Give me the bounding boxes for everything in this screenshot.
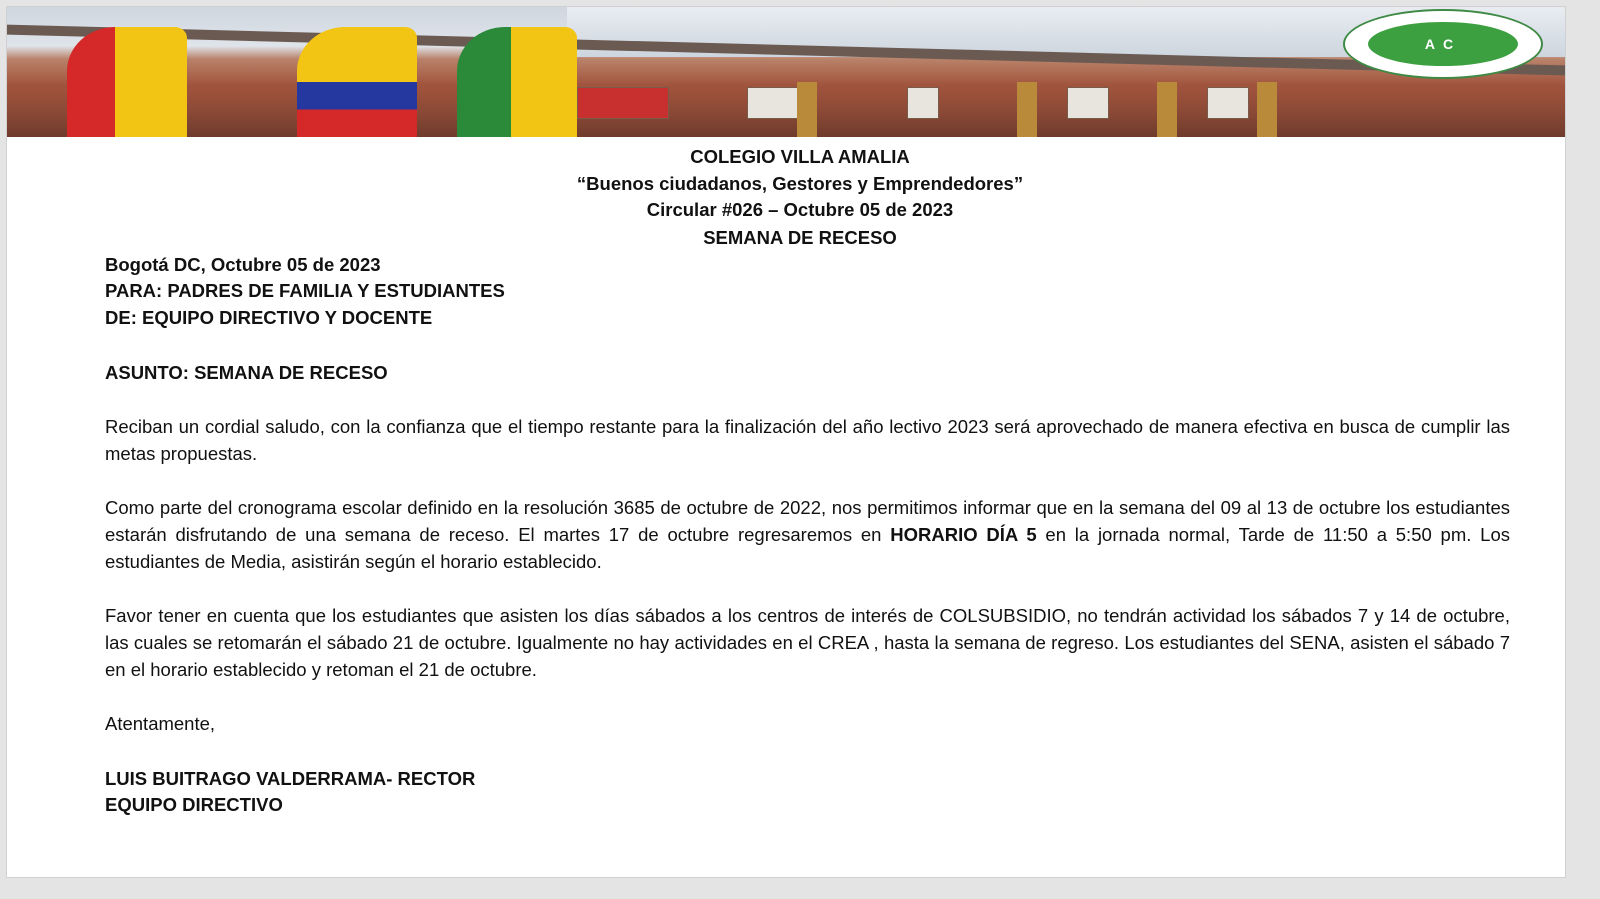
paragraph-greeting: Reciban un cordial saludo, con la confianza que el tiempo restante para la finalización del año lectivo 2023 será aprovechado de manera efectiva en busca de cumplir las metas propuestas. bbox=[105, 416, 1510, 464]
schedule-text-end: en la jornada normal, Tarde de 11:50 a 5:50 pm. Los estudiantes de Media, asistirán según el horario establecido. bbox=[105, 524, 1510, 572]
logo-emblem bbox=[1368, 22, 1518, 66]
closing: Atentamente, bbox=[105, 713, 216, 734]
document-title: SEMANA DE RECESO bbox=[703, 227, 897, 248]
sender: DE: EQUIPO DIRECTIVO Y DOCENTE bbox=[105, 307, 433, 328]
paragraph-schedule bbox=[105, 494, 1510, 575]
schedule-highlight: HORARIO DÍA 5 bbox=[890, 524, 1037, 545]
schedule-text: Como parte del cronograma escolar definido en la resolución 3685 de octubre de 2022, nos permitimos informar que en la semana del 09 al 13 de octubre los estudiantes estarán disfrutando de una semana de receso. El martes 17 de octubre regresaremos en bbox=[105, 497, 1510, 545]
recipients: PARA: PADRES DE FAMILIA Y ESTUDIANTES bbox=[105, 280, 505, 301]
school-name: COLEGIO VILLA AMALIA bbox=[690, 146, 910, 167]
signature-name: LUIS BUITRAGO VALDERRAMA- RECTOR bbox=[105, 768, 476, 789]
signature-team: EQUIPO DIRECTIVO bbox=[105, 794, 283, 815]
header-banner-image bbox=[7, 7, 1565, 137]
school-motto: “Buenos ciudadanos, Gestores y Emprendedores” bbox=[576, 173, 1024, 194]
paragraph-saturday: Favor tener en cuenta que los estudiantes que asisten los días sábados a los centros de interés de COLSUBSIDIO, no tendrán actividad los sábados 7 y 14 de octubre, las cuales se retomarán el sábado 21 de octubre. Igualmente no hay actividades en el CREA , hasta la semana de regreso. Los estudiantes del SENA, asisten el sábado 7 en el horario establecido y retoman el 21 de octubre. bbox=[105, 605, 1510, 680]
circular-number: Circular #026 – Octubre 05 de 2023 bbox=[646, 199, 954, 220]
subject: ASUNTO: SEMANA DE RECESO bbox=[105, 362, 388, 383]
school-logo bbox=[1343, 9, 1543, 79]
place-date: Bogotá DC, Octubre 05 de 2023 bbox=[105, 254, 381, 275]
logo-text: AC bbox=[1424, 36, 1462, 52]
